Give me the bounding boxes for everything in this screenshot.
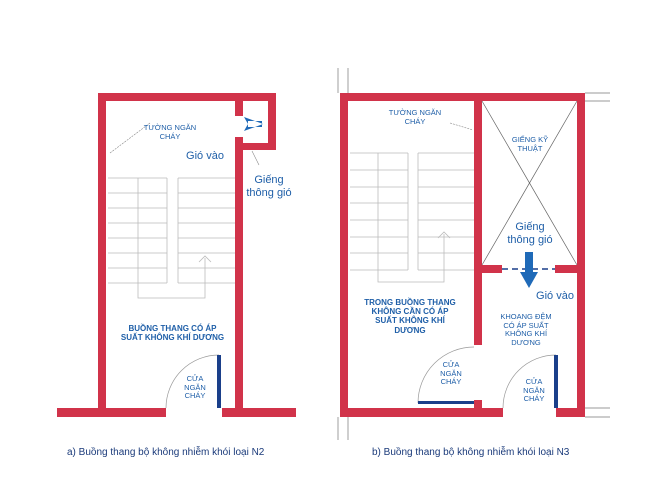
door-leaf-b1 (418, 401, 474, 404)
door-label-a: CỬA NGĂN CHÁY (184, 374, 206, 401)
room-label-a: BUỒNG THANG CÓ ÁP SUẤT KHÔNG KHÍ DƯƠNG (120, 324, 225, 343)
door-leaf-b2 (554, 355, 558, 408)
door1-label-b: CỬA NGĂN CHÁY (440, 360, 462, 387)
door2-label-b: CỬA NGĂN CHÁY (523, 377, 545, 404)
lobby-label-b: KHOANG ĐỆM CÓ ÁP SUẤT KHÔNG KHÍ DƯƠNG (500, 312, 552, 347)
stairs-b (350, 153, 474, 282)
stairs-a (108, 178, 235, 298)
tech-shaft-label: GIẾNG KỸ THUẬT (511, 135, 549, 153)
caption-a: a) Buồng thang bộ không nhiễm khói loại N2 (67, 447, 265, 458)
shaft-label-b: Giếng thông gió (507, 221, 553, 246)
wall-label-b: TƯỜNG NGĂN CHÁY (388, 108, 442, 126)
wall-label-a: TƯỜNG NGĂN CHÁY (143, 123, 197, 141)
walls-a (57, 93, 296, 417)
door-leaf-a (217, 355, 221, 408)
shaft-pointer-a (252, 151, 259, 165)
air-in-label-b: Gió vào (536, 290, 574, 302)
shaft-label-a: Giếng thông gió (246, 174, 292, 199)
room-label-b: TRONG BUỒNG THANG KHÔNG CẦN CÓ ÁP SUẤT KHÔNG KHÍ DƯƠNG (364, 298, 456, 335)
air-arrow-a (244, 117, 263, 131)
air-arrow-b (520, 252, 538, 288)
air-in-label-a: Gió vào (186, 150, 224, 162)
wall-pointer-b (450, 123, 473, 130)
caption-b: b) Buồng thang bộ không nhiễm khói loại N3 (372, 447, 570, 458)
